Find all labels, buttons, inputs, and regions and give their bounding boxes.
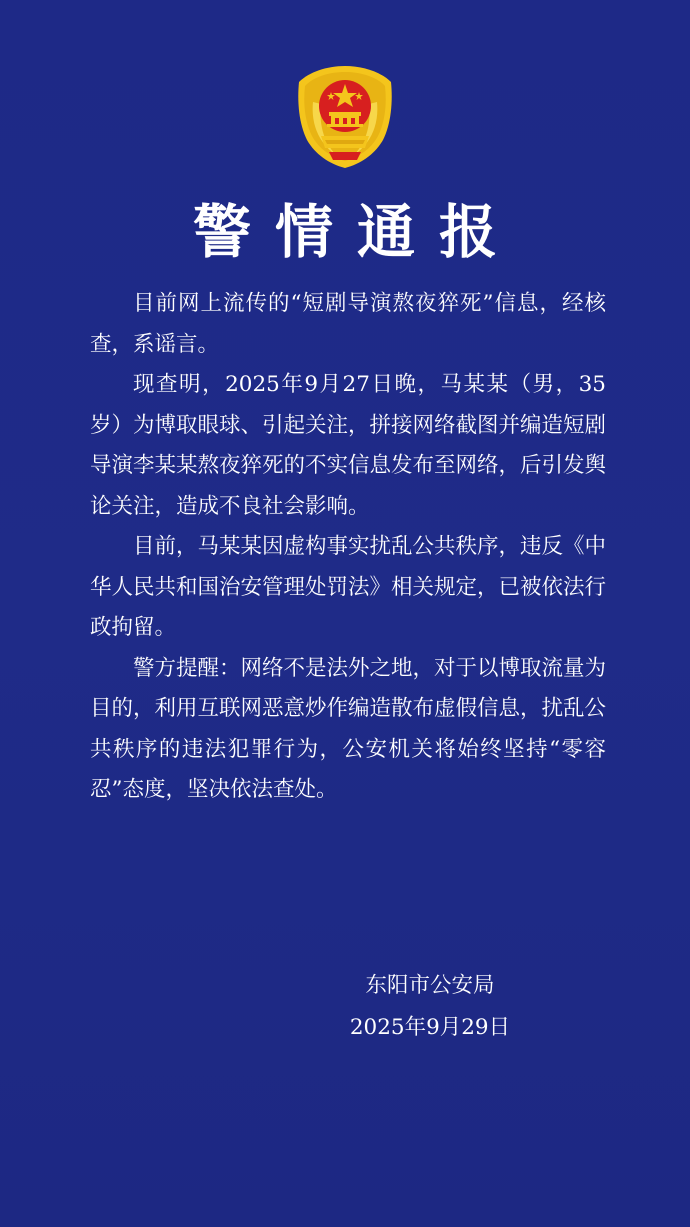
- paragraph-police-reminder: 警方提醒：网络不是法外之地，对于以博取流量为目的，利用互联网恶意炒作编造散布虚假信息，扰乱公共秩序的违法犯罪行为，公安机关将始终坚持“零容忍”态度，坚决依法查处。: [90, 655, 607, 802]
- notice-body: [90, 284, 606, 811]
- paragraph-investigation-findings: 现查明，2025年9月27日晚，马某某（男，35岁）为博取眼球、引起关注，拼接网络截图并编造短剧导演李某某熬夜猝死的不实信息发布至网络，后引发舆论关注，造成不良社会影响。: [90, 372, 607, 519]
- issue-date: 2025年9月29日: [349, 1015, 511, 1040]
- paragraph-penalty: 目前，马某某因虚构事实扰乱公共秩序，违反《中华人民共和国治安管理处罚法》相关规定，已被依法行政拘留。: [90, 534, 607, 640]
- signature-block: [340, 965, 520, 1049]
- paragraph-rumor-statement: 目前网上流传的“短剧导演熬夜猝死”信息，经核查，系谣言。: [90, 291, 606, 357]
- notice-title: 警情通报: [192, 198, 521, 266]
- issuer-name: 东阳市公安局: [365, 973, 495, 998]
- police-emblem-icon: [293, 62, 397, 170]
